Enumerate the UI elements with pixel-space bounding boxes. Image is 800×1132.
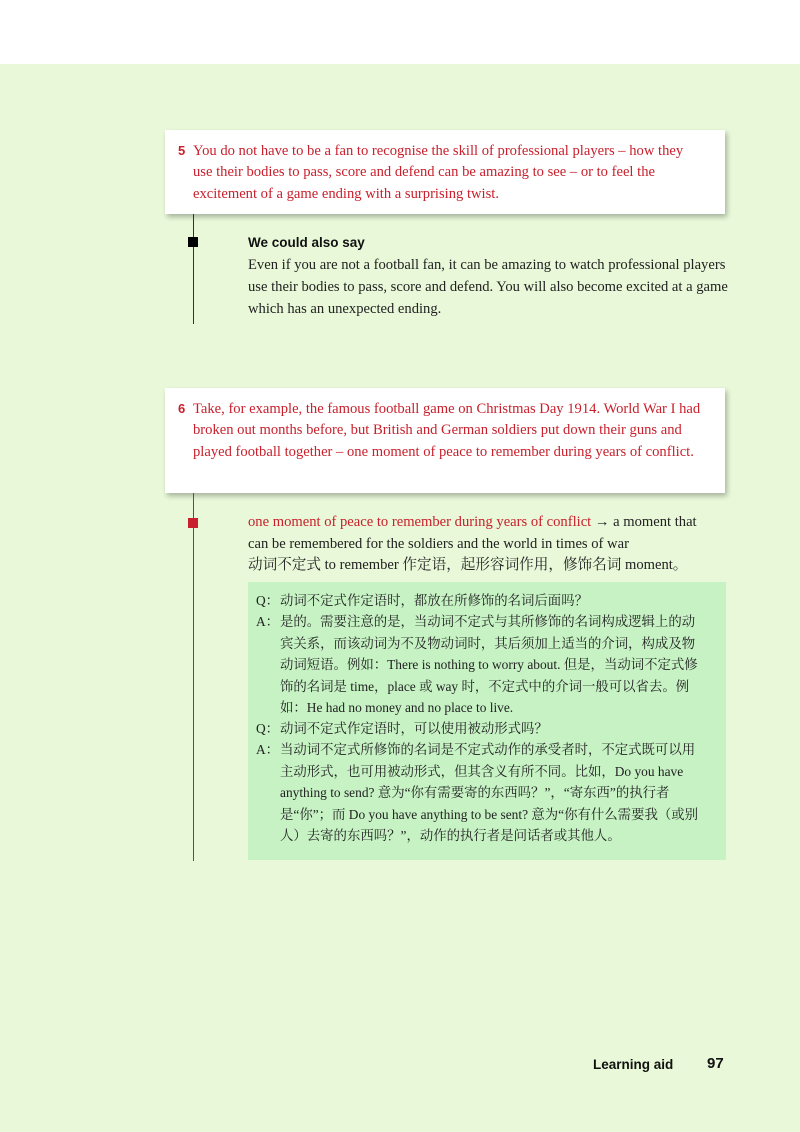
footer-label: Learning aid: [593, 1057, 674, 1072]
section-6-text: Take, for example, the famous football game on Christmas Day 1914. World War I had broken out months before, but British and German soldiers put down their guns and played football together – one moment of peace to remember during years of conflict.: [193, 401, 701, 460]
section-6-number: 6: [178, 401, 186, 416]
arrow-icon: →: [591, 514, 614, 530]
could-also-say-text: Even if you are not a football fan, it can be amazing to watch professional players use their bodies to pass, score and defend. You will also become excited at a game which has an unexpected ending.: [248, 257, 728, 317]
qa-label: A：: [256, 614, 280, 629]
section-6-card: [165, 388, 725, 493]
could-also-say-title: We could also say: [248, 235, 365, 250]
qa-text: 当动词不定式所修饰的名词是不定式动作的承受者时，不定式既可以用主动形式，也可用被动形式，但其含义有所不同。比如，Do you have anything to send? 意为“你有需要寄的东西吗？”，“寄东西”的执行者是“你”；而 Do you have anything to be sent? 意为“你有什么需要我（或别人）去寄的东西吗？”，动作的执行者是问话者或其他人。: [280, 742, 699, 843]
phrase-highlight: one moment of peace to remember during years of conflict: [248, 514, 592, 530]
qa-text: 是的。需要注意的是，当动词不定式与其所修饰的名词构成逻辑上的动宾关系，而该动词为不及物动词时，其后须加上适当的介词，构成及物动词短语。例如：There is nothing to worry about. 但是，当动词不定式修饰的名词是 time，place 或 way 时，不定式中的介词一般可以省去。例如：He had no money and no place to live.: [280, 614, 698, 715]
phrase-meaning: a moment that can be remembered for the soldiers and the world in times of war: [248, 514, 697, 552]
qa-text: 动词不定式作定语时，都放在所修饰的名词后面吗？: [280, 593, 588, 608]
phrase-note: [248, 512, 718, 577]
page-number: 97: [707, 1055, 724, 1072]
qa-label: A：: [256, 742, 280, 757]
qa-label: Q：: [256, 721, 280, 736]
section-5-card: [165, 130, 725, 214]
section-5-marker-icon: [188, 237, 198, 247]
section-6-marker-icon: [188, 518, 198, 528]
section-5-text: You do not have to be a fan to recognise the skill of professional players – how they use their bodies to pass, score and defend can be amazing to see – or to feel the excitement of a game ending with a surprising twist.: [193, 143, 684, 202]
qa-box: [248, 582, 726, 860]
qa-text: 动词不定式作定语时，可以使用被动形式吗？: [280, 721, 548, 736]
qa-label: Q：: [256, 593, 280, 608]
section-5-connector-line: [193, 214, 194, 324]
section-5-number: 5: [178, 143, 186, 158]
grammar-note: 动词不定式 to remember 作定语，起形容词作用，修饰名词 moment。: [248, 557, 688, 574]
section-6-connector-line: [193, 493, 194, 861]
